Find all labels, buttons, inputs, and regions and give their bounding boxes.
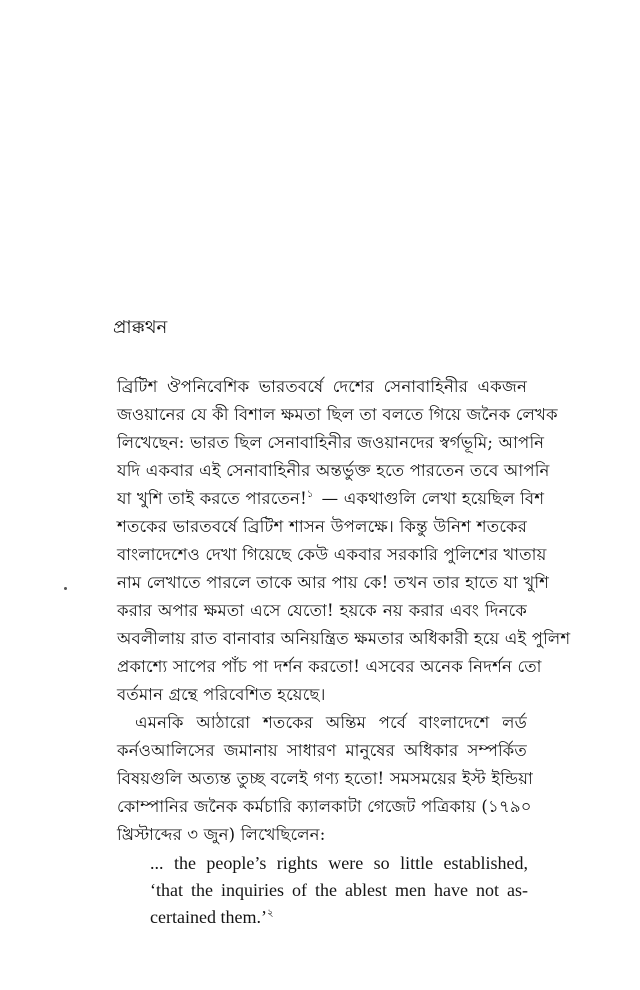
quote-line-with-footnote bbox=[150, 905, 528, 929]
text-line: অবলীলায় রাত বানাবার অনিয়ন্ত্রিত ক্ষমতার অধিকারী হয়ে এই পুলিশ bbox=[117, 629, 571, 648]
text-line: বাংলাদেশেও দেখা গিয়েছে কেউ একবার সরকারি পুলিশের খাতায় bbox=[117, 545, 547, 564]
text-line: জওয়ানের যে কী বিশাল ক্ষমতা ছিল তা বলতে গিয়ে জনৈক লেখক bbox=[117, 405, 558, 424]
text-line: নাম লেখাতে পারলে তাকে আর পায় কে! তখন তার হাতে যা খুশি bbox=[117, 573, 550, 592]
text-line: বিষয়গুলি অত্যন্ত তুচ্ছ বলেই গণ্য হতো! সমসময়ের ইস্ট ইন্ডিয়া bbox=[117, 769, 534, 788]
text-line: প্রকাশ্যে সাপের পাঁচ পা দর্শন করতো! এসবের অনেক নিদর্শন তো bbox=[117, 657, 542, 676]
quote-line: ‘that the inquiries of the ablest men have not as- bbox=[150, 880, 528, 900]
footnote-marker: ২ bbox=[266, 908, 274, 919]
text-line: যদি একবার এই সেনাবাহিনীর অন্তর্ভুক্ত হতে পারতেন তবে আপনি bbox=[117, 461, 550, 480]
text-line-with-footnote bbox=[117, 487, 545, 511]
text-fragment: — একথাগুলি লেখা হয়েছিল বিশ bbox=[321, 489, 545, 508]
text-line: শতকের ভারতবর্ষে ব্রিটিশ শাসন উপলক্ষে। কিন্তু উনিশ শতকের bbox=[117, 517, 527, 536]
text-line: করার অপার ক্ষমতা এসে যেতো! হয়কে নয় করার এবং দিনকে bbox=[117, 601, 527, 620]
text-line: লিখেছেন: ভারত ছিল সেনাবাহিনীর জওয়ানদের স্বর্গভূমি; আপনি bbox=[117, 433, 545, 452]
quote-line: ... the people’s rights were so little established, bbox=[150, 853, 528, 873]
quote-fragment: certained them.’ bbox=[150, 907, 267, 927]
text-line: ব্রিটিশ ঔপনিবেশিক ভারতবর্ষে দেশের সেনাবাহিনীর একজন bbox=[117, 377, 527, 396]
text-line: খ্রিস্টাব্দের ৩ জুন) লিখেছিলেন: bbox=[117, 825, 326, 844]
section-heading: প্রাক্কথন bbox=[113, 317, 168, 338]
text-line: বর্তমান গ্রন্থে পরিবেশিত হয়েছে। bbox=[117, 685, 326, 704]
text-fragment: যা খুশি তাই করতে পারতেন! bbox=[117, 489, 307, 508]
text-line: এমনকি আঠারো শতকের অন্তিম পর্বে বাংলাদেশে লর্ড bbox=[135, 713, 527, 732]
text-line: কোম্পানির জনৈক কর্মচারি ক্যালকাটা গেজেট পত্রিকায় (১৭৯০ bbox=[117, 797, 532, 816]
scan-speck bbox=[64, 587, 67, 590]
footnote-marker: ১ bbox=[306, 489, 314, 500]
text-line: কর্নওআলিসের জমানায় সাধারণ মানুষের অধিকার সম্পর্কিত bbox=[117, 741, 527, 760]
